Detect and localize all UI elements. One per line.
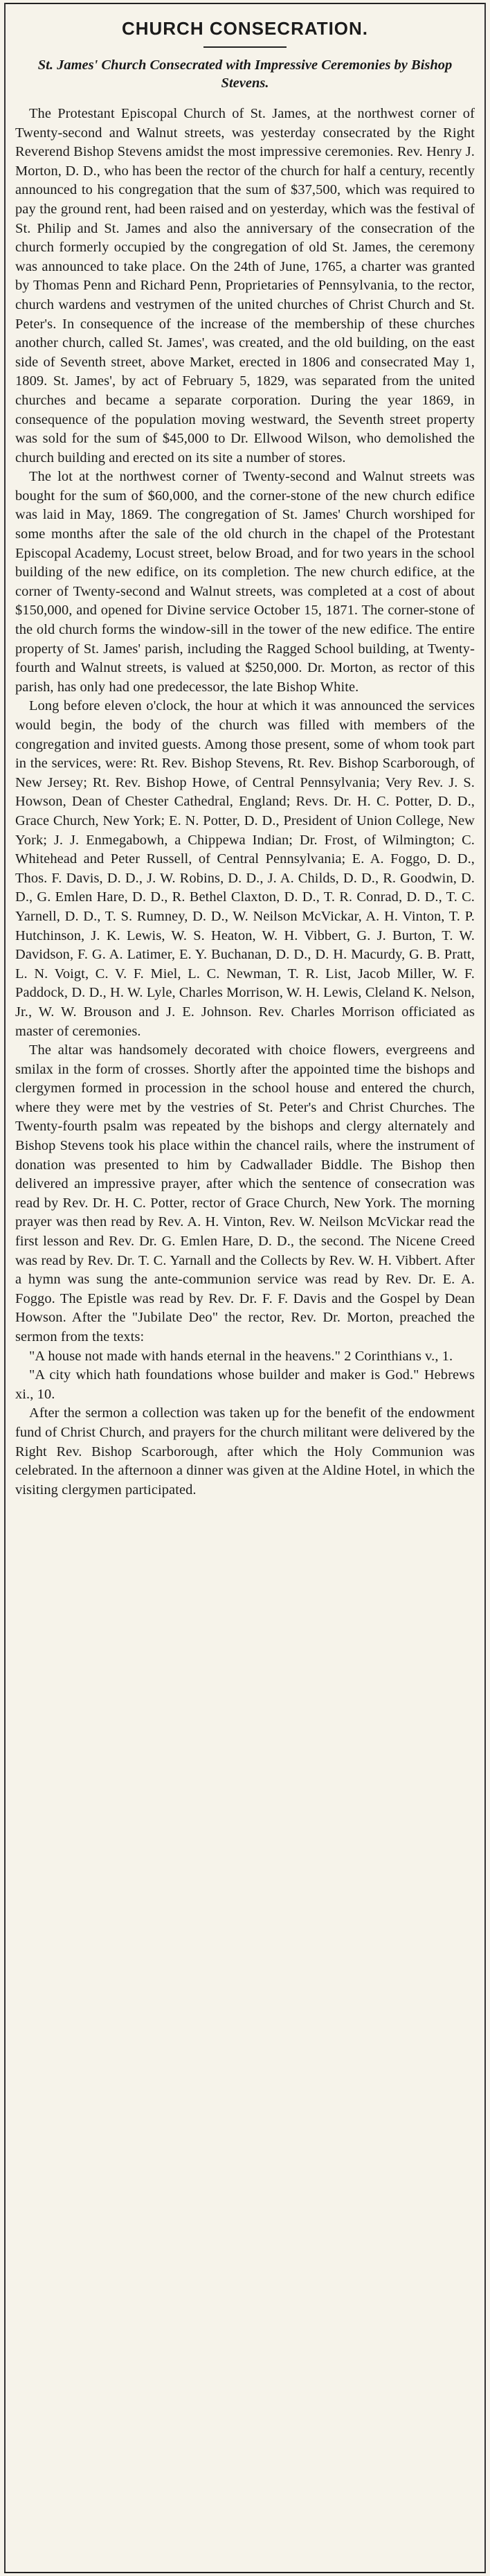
border-top [4, 3, 486, 4]
paragraph-ceremony: The altar was handsomely decorated with choice flowers, evergreens and smilax in the form of crosses. Shortly after the appointed time the bishops and clergymen formed in procession in the school house and entered the church, where they were met by the vestries of St. Peter's and Christ Churches. The Twenty-fourth psalm was repeated by the bishops and clergy alternately and Bishop Stevens took his place within the chancel rails, where the instrument of donation was presented to him by Cadwallader Biddle. The Bishop then delivered an impressive prayer, after which the sentence of consecration was read by Rev. Dr. H. C. Potter, rector of Grace Church, New York. The morning prayer was then read by Rev. A. H. Vinton, Rev. W. Neilson McVickar read the first lesson and Rev. Dr. G. Emlen Hare, D. D., the second. The Nicene Creed was read by Rev. Dr. T. C. Yarnall and the Collects by Rev. W. H. Vibbert. After a hymn was sung the ante-communion service was read by Rev. Dr. E. A. Foggo. The Epistle was read by Rev. Dr. F. F. Davis and the Gospel by Dean Howson. After the "Jubilate Deo" the rector, Rev. Dr. Morton, preached the sermon from the texts: [15, 1042, 475, 1344]
article-body [15, 105, 475, 1500]
scripture-quote-corinthians: "A house not made with hands eternal in the heavens." 2 Corinthians v., 1. [29, 1348, 453, 1364]
border-bottom [4, 2572, 486, 2573]
article-headline: CHURCH CONSECRATION. [121, 18, 369, 39]
paragraph-new-edifice: The lot at the northwest corner of Twenty-second and Walnut streets was bought for the sum of $60,000, and the corner-stone of the new church edifice was laid in May, 1869. The congregation of St. James' Church worshiped for some months after the sale of the old church in the chapel of the Protestant Episcopal Academy, Locust street, below Broad, and for two years in the school building of the new edifice, on its completion. The new church edifice, at the corner of Twenty-second and Walnut streets, was completed at a cost of about $150,000, and opened for Divine service October 15, 1871. The corner-stone of the old church forms the window-sill in the tower of the new edifice. The entire property of St. James' parish, including the Ragged School building, at Twenty-fourth and Walnut streets, is valued at $250,000. Dr. Morton, as rector of this parish, has only had one predecessor, the late Bishop White. [15, 469, 475, 695]
border-left [4, 3, 6, 2573]
paragraph-attendees: Long before eleven o'clock, the hour at which it was announced the services would begin, the body of the church was filled with members of the congregation and invited guests. Among those present, some of whom took part in the services, were: Rt. Rev. Bishop Stevens, Rt. Rev. Bishop Scarborough, of New Jersey; Rt. Rev. Bishop Howe, of Central Pennsylvania; Very Rev. J. S. Howson, Dean of Chester Cathedral, England; Revs. Dr. H. C. Potter, D. D., Grace Church, New York; E. N. Potter, D. D., President of Union College, New York; J. J. Enmegabowh, a Chippewa Indian; Dr. Frost, of Wilmington; C. Whitehead and Peter Russell, of Central Pennsylvania; E. A. Foggo, D. D., Thos. F. Davis, D. D., J. W. Robins, D. D., J. A. Childs, D. D., R. Goodwin, D. D., G. Emlen Hare, D. D., R. Bethel Claxton, D. D., T. R. Conrad, D. D., T. C. Yarnell, D. D., T. S. Rumney, D. D., W. Neilson McVickar, A. H. Vinton, T. P. Hutchinson, J. K. Lewis, W. S. Heaton, W. H. Vibbert, G. J. Burton, T. W. Davidson, F. G. A. Latimer, E. Y. Buchanan, D. D., D. H. Macurdy, G. B. Pratt, L. N. Voigt, C. V. F. Miel, L. C. Newman, T. R. List, Jacob Miller, W. F. Paddock, D. D., H. W. Lyle, Charles Morrison, W. H. Lewis, Cleland K. Nelson, Jr., W. W. Brouson and J. E. Johnson. Rev. Charles Morrison officiated as master of ceremonies. [15, 698, 475, 1039]
paragraph-history: The Protestant Episcopal Church of St. James, at the northwest corner of Twenty-second and Walnut streets, was yesterday consecrated by the Right Reverend Bishop Stevens amidst the most impressive ceremonies. Rev. Henry J. Morton, D. D., who has been the rector of the church for half a century, recently announced to his congregation that the sum of $37,500, which was required to pay the ground rent, had been raised and on yesterday, which was the festival of St. Philip and St. James and also the anniversary of the consecration of the church formerly occupied by the congregation of old St. James, the ceremony was announced to take place. On the 24th of June, 1765, a charter was granted by Thomas Penn and Richard Penn, Proprietaries of Pennsylvania, to the rector, church wardens and vestrymen of the united churches of Christ Church and St. Peter's. In consequence of the increase of the membership of these churches another church, called St. James', was created, and the old building, on the east side of Seventh street, above Market, erected in 1806 and consecrated May 1, 1809. St. James', by act of February 5, 1829, was separated from the united churches and became a separate corporation. During the year 1869, in consequence of the population moving westward, the Seventh street property was sold for the sum of $45,000 to Dr. Ellwood Wilson, who demolished the church building and erected on its site a number of stores. [15, 106, 475, 465]
headline-divider [203, 46, 287, 48]
scripture-quote-hebrews: "A city which hath foundations whose builder and maker is God." Hebrews xi., 10. [15, 1367, 475, 1402]
paragraph-closing: After the sermon a collection was taken up for the benefit of the endowment fund of Christ Church, and prayers for the church militant were delivered by the Right Rev. Bishop Scarborough, after which the Holy Communion was celebrated. In the afternoon a dinner was given at the Aldine Hotel, in which the visiting clergymen participated. [15, 1405, 475, 1498]
border-right [484, 3, 486, 2573]
article-subheadline: St. James' Church Consecrated with Impressive Ceremonies by Bishop Stevens. [37, 57, 453, 91]
